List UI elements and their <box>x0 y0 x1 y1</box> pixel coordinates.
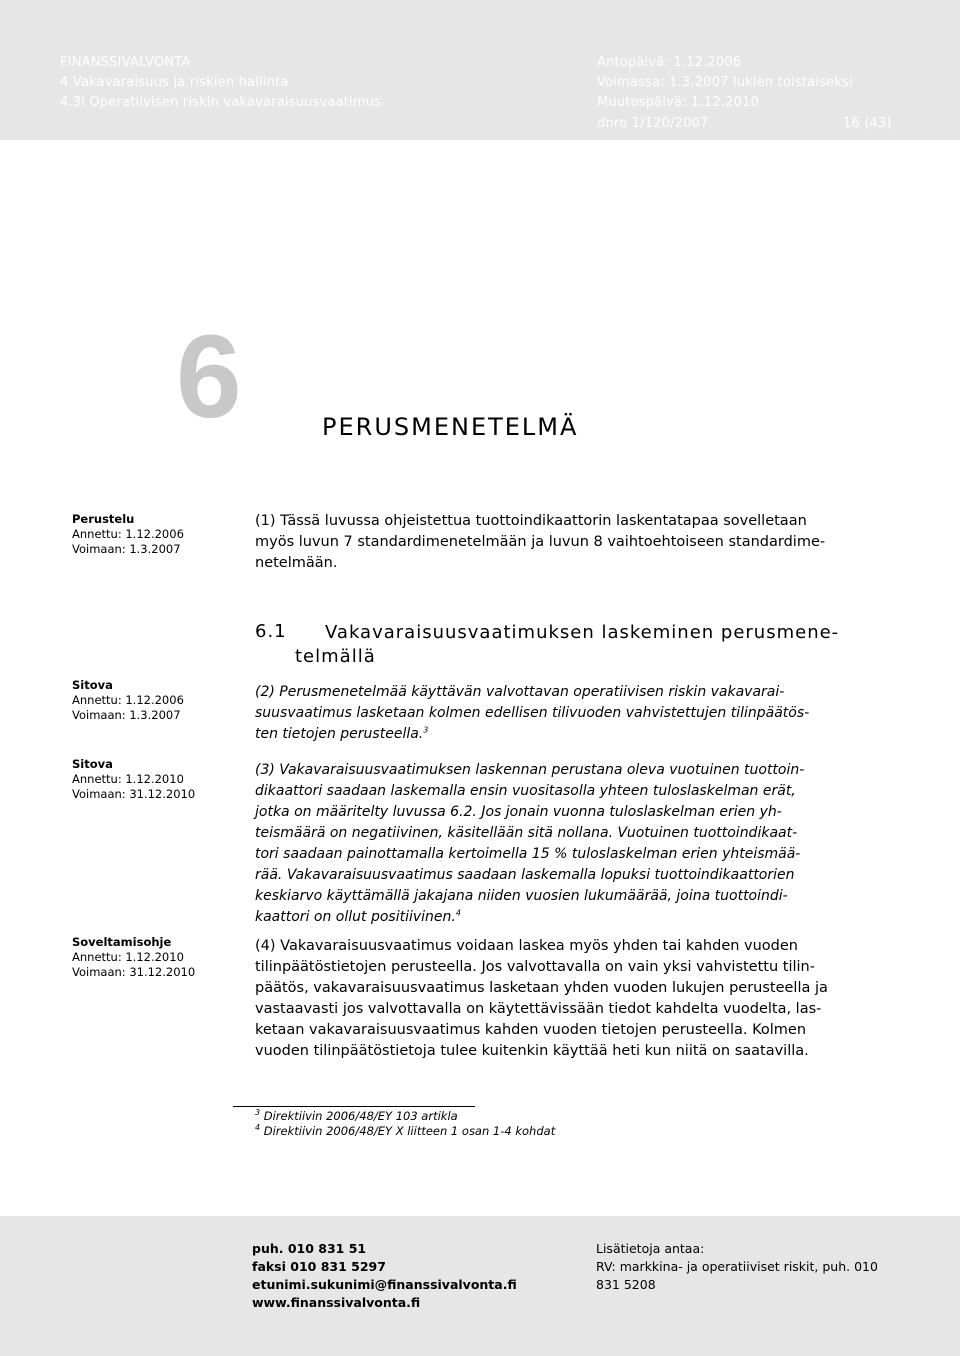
text-line: keskiarvo käyttämällä jakajana niiden vuosien lukumäärää, joina tuottoindi- <box>255 888 788 904</box>
paragraph-3 <box>255 760 895 928</box>
margin-note-label: Sitova <box>72 678 113 692</box>
footnote-text: Direktiivin 2006/48/EY 103 artikla <box>263 1109 458 1123</box>
footer-contact <box>252 1240 517 1312</box>
margin-note-effective: Voimaan: 31.12.2010 <box>72 965 196 979</box>
header-valid-from: Voimassa: 1.3.2007 lukien toistaiseksi <box>597 75 853 90</box>
footer-phone: puh. 010 831 51 <box>252 1241 367 1256</box>
text-line: jotka on määritelty luvussa 6.2. Jos jonain vuonna tuloslaskelman erien yh- <box>255 804 782 820</box>
margin-note-label: Sitova <box>72 757 113 771</box>
margin-note-label: Soveltamisohje <box>72 935 172 949</box>
text-line: (2) Perusmenetelmää käyttävän valvottavan operatiivisen riskin vakavarai- <box>255 684 785 700</box>
header-record-number: dnro 1/120/2007 <box>597 116 709 131</box>
text-line-content: ten tietojen perusteella. <box>255 726 424 742</box>
text-line: suusvaatimus lasketaan kolmen edellisen tilivuoden vahvistettujen tilinpäätös- <box>255 705 810 721</box>
margin-note-label: Perustelu <box>72 512 135 526</box>
footnote <box>255 1124 555 1139</box>
footer-website: www.finanssivalvonta.fi <box>252 1295 421 1310</box>
footnotes <box>255 1109 555 1139</box>
section-title-line: Vakavaraisuusvaatimuksen laskeminen perusmene- <box>325 622 840 643</box>
text-line: tori saadaan painottamalla kertoimella 15 % tuloslaskelman erien yhteismää- <box>255 846 801 862</box>
text-line: rää. Vakavaraisuusvaatimus saadaan laskemalla lopuksi tuottoindikaattorien <box>255 867 795 883</box>
paragraph-2 <box>255 682 895 745</box>
text-line: tilinpäätöstietojen perusteella. Jos valvottavalla on vain yksi vahvistettu tilin- <box>255 959 815 975</box>
footer-fax: faksi 010 831 5297 <box>252 1259 386 1274</box>
header-modified-date: Muutospäivä: 1.12.2010 <box>597 95 760 110</box>
header-chapter: 4 Vakavaraisuus ja riskien hallinta <box>60 75 289 90</box>
footer-info-phone: 831 5208 <box>596 1277 656 1292</box>
footer-info-contact: RV: markkina- ja operatiiviset riskit, puh. 010 <box>596 1259 878 1274</box>
chapter-title: PERUSMENETELMÄ <box>322 413 579 441</box>
text-line: päätös, vakavaraisuusvaatimus lasketaan yhden vuoden lukujen perusteella ja <box>255 980 828 996</box>
margin-note-issued: Annettu: 1.12.2010 <box>72 950 184 964</box>
text-line: dikaattori saadaan laskemalla ensin vuositasolla yhteen tuloslaskelman erät, <box>255 783 796 799</box>
page-header <box>0 0 960 140</box>
footnote-divider <box>233 1106 475 1107</box>
margin-note-perustelu <box>72 512 184 557</box>
text-line: netelmään. <box>255 555 338 571</box>
text-line <box>255 724 895 745</box>
chapter-number: 6 <box>176 311 242 443</box>
footnote-reference: 4 <box>455 908 461 918</box>
footnote-reference: 3 <box>423 725 429 735</box>
margin-note-issued: Annettu: 1.12.2006 <box>72 693 184 707</box>
margin-note-issued: Annettu: 1.12.2006 <box>72 527 184 541</box>
margin-note-sitova-1 <box>72 678 184 723</box>
header-page-number: 16 (43) <box>843 116 892 131</box>
text-line: (3) Vakavaraisuusvaatimuksen laskennan perustana oleva vuotuinen tuottoin- <box>255 762 805 778</box>
margin-note-effective: Voimaan: 1.3.2007 <box>72 542 181 556</box>
footer-email: etunimi.sukunimi@finanssivalvonta.fi <box>252 1277 517 1292</box>
margin-note-sitova-2 <box>72 757 195 802</box>
text-line: myös luvun 7 standardimenetelmään ja luvun 8 vaihtoehtoiseen standardime- <box>255 534 826 550</box>
paragraph-1 <box>255 511 895 574</box>
section-title-line: telmällä <box>295 646 376 667</box>
footer-info <box>596 1240 878 1294</box>
footnote <box>255 1109 555 1124</box>
margin-note-issued: Annettu: 1.12.2010 <box>72 772 184 786</box>
section-title <box>295 621 840 669</box>
footnote-number: 3 <box>255 1108 261 1118</box>
text-line: teismäärä on negatiivinen, käsitellään sitä nollana. Vuotuinen tuottoindikaat- <box>255 825 798 841</box>
margin-note-effective: Voimaan: 1.3.2007 <box>72 708 181 722</box>
margin-note-soveltamisohje <box>72 935 195 980</box>
text-line <box>255 907 895 928</box>
text-line-content: kaattori on ollut positiivinen. <box>255 909 456 925</box>
text-line: (1) Tässä luvussa ohjeistettua tuottoindikaattorin laskentatapaa sovelletaan <box>255 513 807 529</box>
header-issue-date: Antopäivä: 1.12.2006 <box>597 55 742 70</box>
header-section: 4.3i Operatiivisen riskin vakavaraisuusvaatimus <box>60 95 382 110</box>
footnote-text: Direktiivin 2006/48/EY X liitteen 1 osan 1-4 kohdat <box>263 1124 556 1138</box>
margin-note-effective: Voimaan: 31.12.2010 <box>72 787 196 801</box>
footer-info-label: Lisätietoja antaa: <box>596 1241 705 1256</box>
text-line: vuoden tilinpäätöstietoja tulee kuitenkin käyttää heti kun niitä on saatavilla. <box>255 1043 809 1059</box>
header-org: FINANSSIVALVONTA <box>60 55 191 70</box>
text-line: (4) Vakavaraisuusvaatimus voidaan laskea myös yhden tai kahden vuoden <box>255 938 798 954</box>
paragraph-4 <box>255 936 895 1062</box>
footnote-number: 4 <box>255 1123 261 1133</box>
text-line: vastaavasti jos valvottavalla on käytettävissään tiedot kahdelta vuodelta, las- <box>255 1001 822 1017</box>
text-line: ketaan vakavaraisuusvaatimus kahden vuoden tietojen perusteella. Kolmen <box>255 1022 807 1038</box>
section-number: 6.1 <box>255 621 287 642</box>
